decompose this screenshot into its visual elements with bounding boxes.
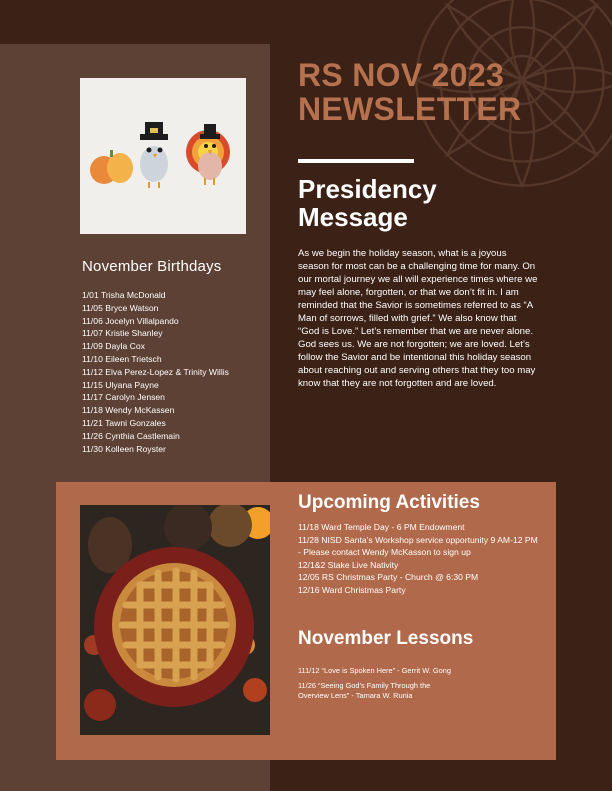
- list-item: 11/07 Kristie Shanley: [82, 328, 163, 339]
- list-item: 11/10 Eileen Trietsch: [82, 353, 162, 364]
- list-item: 1/01 Trisha McDonald: [82, 290, 166, 300]
- thanksgiving-craft-photo: [80, 78, 246, 234]
- lessons-heading: November Lessons: [298, 628, 474, 649]
- list-item: 11/30 Kolleen Royster: [82, 443, 166, 454]
- title-divider: [298, 159, 414, 163]
- list-item: 12/05 RS Christmas Party - Church @ 6:30 PM: [298, 572, 479, 583]
- birthday-list: [82, 289, 242, 455]
- lessons-list: [298, 666, 458, 706]
- list-item: 11/17 Carolyn Jensen: [82, 392, 165, 403]
- newsletter-title-line2: NEWSLETTER: [298, 91, 522, 127]
- list-item: 12/1&2 Stake Live Nativity: [298, 559, 399, 570]
- activities-heading: Upcoming Activities: [298, 492, 480, 513]
- list-item: 11/21 Tawni Gonzales: [82, 417, 166, 428]
- list-item: 11/09 Dayla Cox: [82, 341, 145, 352]
- list-item: 12/16 Ward Christmas Party: [298, 584, 406, 595]
- list-item: 11/12 Elva Perez-Lopez & Trinity Willis: [82, 366, 229, 377]
- newsletter-title-line1: RS NOV 2023: [298, 57, 505, 93]
- list-item: 11/05 Bryce Watson: [82, 302, 159, 313]
- newsletter-title: [298, 58, 598, 126]
- birthdays-heading: November Birthdays: [82, 258, 222, 275]
- pie-photo: [80, 505, 270, 735]
- list-item: 11/18 Ward Temple Day - 6 PM Endowment: [298, 522, 465, 532]
- list-item: 11/18 Wendy McKassen: [82, 405, 175, 416]
- pumpkin-pilgrim-turkey-icon: [80, 78, 246, 234]
- list-item: 11/26 Cynthia Castlemain: [82, 430, 180, 441]
- activities-list: [298, 521, 538, 597]
- lattice-pie-icon: [80, 505, 270, 735]
- list-item: 111/12 “Love is Spoken Here” - Gerrit W. Gong: [298, 666, 451, 675]
- list-item: 11/06 Jocelyn Villalpando: [82, 315, 179, 326]
- list-item: 11/15 Ulyana Payne: [82, 379, 159, 390]
- presidency-message-text: As we begin the holiday season, what is a joyous season for most can be a challenging time for many. On our mortal journey we all will experience times where we may feel alone, forgotten, or that we don’t fit in. I am reminded that the Savior is sometimes referred to as “A Man of sorrows, filled with grief.” We also know that “God is Love.” Let’s remember that we are never alone. God sees us. We are not forgotten; we are loved. Let’s follow the Savior and be intentional this holiday season about reaching out and serving others that they too may know that they are not forgotten and are loved.: [298, 248, 538, 389]
- presidency-heading: Presidency Message: [298, 174, 437, 232]
- list-item: 11/28 NISD Santa’s Workshop service opportunity 9 AM-12 PM - Please contact Wendy McKasson to sign up: [298, 534, 538, 558]
- list-item: 11/26 “Seeing God’s Family Through the Overview Lens” - Tamara W. Runia: [298, 680, 431, 701]
